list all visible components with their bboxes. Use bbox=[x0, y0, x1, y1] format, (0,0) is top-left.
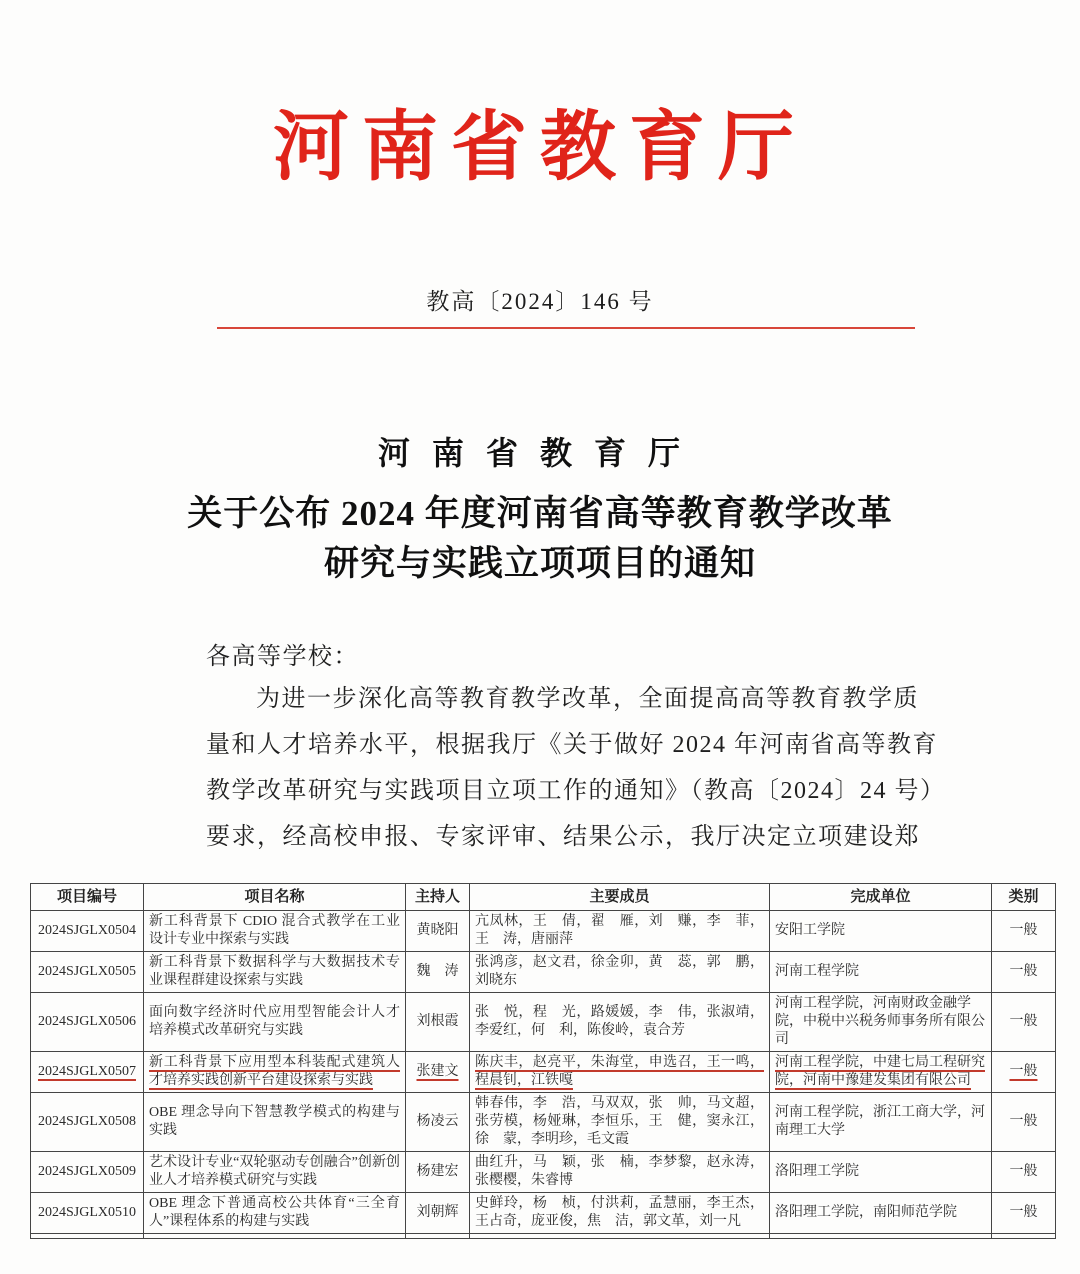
cell-leader bbox=[406, 952, 470, 993]
cell-project-id bbox=[31, 911, 144, 952]
doc-title-line1: 河南省教育厅 bbox=[377, 435, 702, 471]
table-row bbox=[31, 1152, 1056, 1193]
unit-names: 河南工程学院，浙江工商大学，河南理工大学 bbox=[775, 1105, 985, 1138]
unit-names: 安阳工学院 bbox=[775, 923, 845, 938]
category-label: 一般 bbox=[1009, 1164, 1038, 1179]
project-name: 新工科背景下应用型本科装配式建筑人才培养实践创新平台建设探索与实践 bbox=[149, 1055, 400, 1088]
project-name: 新工科背景下数据科学与大数据技术专业课程群建设探索与实践 bbox=[149, 955, 400, 988]
leader-name: 张建文 bbox=[416, 1064, 459, 1079]
table-row bbox=[31, 1093, 1056, 1152]
cell-leader bbox=[406, 1193, 470, 1234]
project-name: OBE 理念下普通高校公共体育“三全育人”课程体系的构建与实践 bbox=[149, 1196, 400, 1229]
cell-category bbox=[992, 911, 1056, 952]
cell-members bbox=[470, 993, 770, 1052]
column-header-project-id: 项目编号 bbox=[31, 884, 144, 911]
table-row-highlighted bbox=[31, 1052, 1056, 1093]
cell-unit bbox=[770, 952, 992, 993]
project-id: 2024SJGLX0506 bbox=[37, 1014, 136, 1029]
paragraph-line: 教学改革研究与实践项目立项工作的通知》（教高〔2024〕24 号） bbox=[206, 778, 946, 804]
project-id: 2024SJGLX0508 bbox=[37, 1114, 136, 1129]
cell-empty bbox=[406, 1234, 470, 1239]
cell-leader bbox=[406, 1093, 470, 1152]
cell-empty bbox=[31, 1234, 144, 1239]
project-id: 2024SJGLX0510 bbox=[37, 1205, 136, 1220]
member-names: 史鲜玲，杨 桢，付洪莉，孟慧丽，李王杰，王占奇，庞亚俊，焦 洁，郭文革，刘一凡 bbox=[475, 1196, 764, 1229]
cell-unit bbox=[770, 993, 992, 1052]
leader-name: 杨建宏 bbox=[416, 1164, 459, 1179]
cell-members bbox=[470, 1152, 770, 1193]
member-names: 曲红升，马 颖，张 楠，李梦黎，赵永涛，张樱樱，朱睿博 bbox=[475, 1155, 764, 1188]
project-id: 2024SJGLX0505 bbox=[37, 964, 136, 979]
document-number: 教高〔2024〕146 号 bbox=[426, 289, 654, 314]
doc-title-line3: 研究与实践立项项目的通知 bbox=[323, 544, 756, 583]
cell-project-name bbox=[144, 1193, 406, 1234]
cell-project-name bbox=[144, 952, 406, 993]
cell-empty bbox=[770, 1234, 992, 1239]
body-paragraph bbox=[206, 676, 946, 860]
cell-category bbox=[992, 1093, 1056, 1152]
unit-names: 洛阳理工学院 bbox=[775, 1164, 859, 1179]
cell-members bbox=[470, 1052, 770, 1093]
cell-unit bbox=[770, 1152, 992, 1193]
cell-empty bbox=[992, 1234, 1056, 1239]
cell-unit bbox=[770, 911, 992, 952]
project-id: 2024SJGLX0504 bbox=[37, 923, 136, 938]
member-names: 亢凤林，王 倩，翟 雁，刘 赚，李 菲，王 涛，唐丽萍 bbox=[475, 914, 764, 947]
cell-category bbox=[992, 952, 1056, 993]
project-name: 面向数字经济时代应用型智能会计人才培养模式改革研究与实践 bbox=[149, 1005, 400, 1038]
projects-table bbox=[30, 883, 1056, 1239]
leader-name: 杨凌云 bbox=[416, 1114, 459, 1129]
cell-empty bbox=[470, 1234, 770, 1239]
cell-leader bbox=[406, 1152, 470, 1193]
paragraph-line: 要求，经高校申报、专家评审、结果公示，我厅决定立项建设郑 bbox=[206, 824, 920, 850]
table-row bbox=[31, 993, 1056, 1052]
member-names: 陈庆丰，赵亮平，朱海堂，申选召，王一鸣，程晨钊，江铁嘎 bbox=[475, 1055, 764, 1088]
cell-project-id bbox=[31, 1052, 144, 1093]
cell-unit bbox=[770, 1052, 992, 1093]
paragraph-line: 为进一步深化高等教育教学改革，全面提高高等教育教学质 bbox=[256, 686, 919, 712]
project-id: 2024SJGLX0507 bbox=[37, 1064, 136, 1079]
leader-name: 刘根霞 bbox=[416, 1014, 459, 1029]
doc-title-line2: 关于公布 2024 年度河南省高等教育教学改革 bbox=[187, 494, 893, 533]
cell-project-name bbox=[144, 1052, 406, 1093]
document-title bbox=[0, 428, 1080, 589]
salutation: 各高等学校： bbox=[206, 644, 359, 670]
cell-project-id bbox=[31, 1193, 144, 1234]
cell-members bbox=[470, 1193, 770, 1234]
cell-project-name bbox=[144, 1152, 406, 1193]
unit-names: 河南工程学院，河南财政金融学院，中税中兴税务师事务所有限公司 bbox=[775, 996, 985, 1047]
red-divider-line bbox=[217, 327, 915, 329]
leader-name: 刘朝辉 bbox=[416, 1205, 459, 1220]
table-row bbox=[31, 911, 1056, 952]
agency-title: 河南省教育厅 bbox=[273, 106, 807, 190]
category-label: 一般 bbox=[1009, 964, 1038, 979]
cell-project-id bbox=[31, 1152, 144, 1193]
cell-project-id bbox=[31, 1093, 144, 1152]
table-row bbox=[31, 952, 1056, 993]
category-label: 一般 bbox=[1009, 1205, 1038, 1220]
table-header-row bbox=[31, 884, 1056, 911]
cell-category bbox=[992, 1152, 1056, 1193]
table-row-partial bbox=[31, 1234, 1056, 1239]
member-names: 张鸿彦，赵文君，徐金卯，黄 蕊，郭 鹏，刘晓东 bbox=[475, 955, 764, 988]
cell-project-name bbox=[144, 993, 406, 1052]
category-label: 一般 bbox=[1009, 1014, 1038, 1029]
project-name: 艺术设计专业“双轮驱动专创融合”创新创业人才培养模式研究与实践 bbox=[149, 1155, 400, 1188]
unit-names: 河南工程学院 bbox=[775, 964, 859, 979]
cell-members bbox=[470, 911, 770, 952]
cell-category bbox=[992, 993, 1056, 1052]
unit-names: 洛阳理工学院，南阳师范学院 bbox=[775, 1205, 957, 1220]
column-header-unit: 完成单位 bbox=[770, 884, 992, 911]
cell-members bbox=[470, 1093, 770, 1152]
category-label: 一般 bbox=[1009, 1114, 1038, 1129]
cell-leader bbox=[406, 993, 470, 1052]
cell-category bbox=[992, 1052, 1056, 1093]
project-id: 2024SJGLX0509 bbox=[37, 1164, 136, 1179]
category-label: 一般 bbox=[1009, 1064, 1038, 1079]
cell-category bbox=[992, 1193, 1056, 1234]
leader-name: 魏 涛 bbox=[416, 964, 459, 979]
cell-project-name bbox=[144, 1093, 406, 1152]
member-names: 韩春伟，李 浩，马双双，张 帅，马文超，张劳模，杨娅琳，李恒乐，王 健，窦永江，徐 蒙，李明珍，毛文霞 bbox=[475, 1096, 764, 1147]
cell-leader bbox=[406, 1052, 470, 1093]
paragraph-line: 量和人才培养水平，根据我厅《关于做好 2024 年河南省高等教育 bbox=[206, 732, 938, 758]
cell-members bbox=[470, 952, 770, 993]
category-label: 一般 bbox=[1009, 923, 1038, 938]
cell-project-name bbox=[144, 911, 406, 952]
project-name: OBE 理念导向下智慧教学模式的构建与实践 bbox=[149, 1105, 400, 1138]
column-header-members: 主要成员 bbox=[470, 884, 770, 911]
projects-table-container bbox=[30, 883, 1056, 1239]
leader-name: 黄晓阳 bbox=[416, 923, 459, 938]
unit-names: 河南工程学院，中建七局工程研究院，河南中豫建发集团有限公司 bbox=[775, 1055, 985, 1088]
cell-unit bbox=[770, 1193, 992, 1234]
member-names: 张 悦，程 光，路媛媛，李 伟，张淑靖，李爱红，何 利，陈俊岭，袁合芳 bbox=[475, 1005, 764, 1038]
column-header-project-name: 项目名称 bbox=[144, 884, 406, 911]
cell-empty bbox=[144, 1234, 406, 1239]
cell-project-id bbox=[31, 993, 144, 1052]
cell-project-id bbox=[31, 952, 144, 993]
project-name: 新工科背景下 CDIO 混合式教学在工业设计专业中探索与实践 bbox=[149, 914, 400, 947]
column-header-leader: 主持人 bbox=[406, 884, 470, 911]
column-header-category: 类别 bbox=[992, 884, 1056, 911]
cell-unit bbox=[770, 1093, 992, 1152]
cell-leader bbox=[406, 911, 470, 952]
table-row bbox=[31, 1193, 1056, 1234]
